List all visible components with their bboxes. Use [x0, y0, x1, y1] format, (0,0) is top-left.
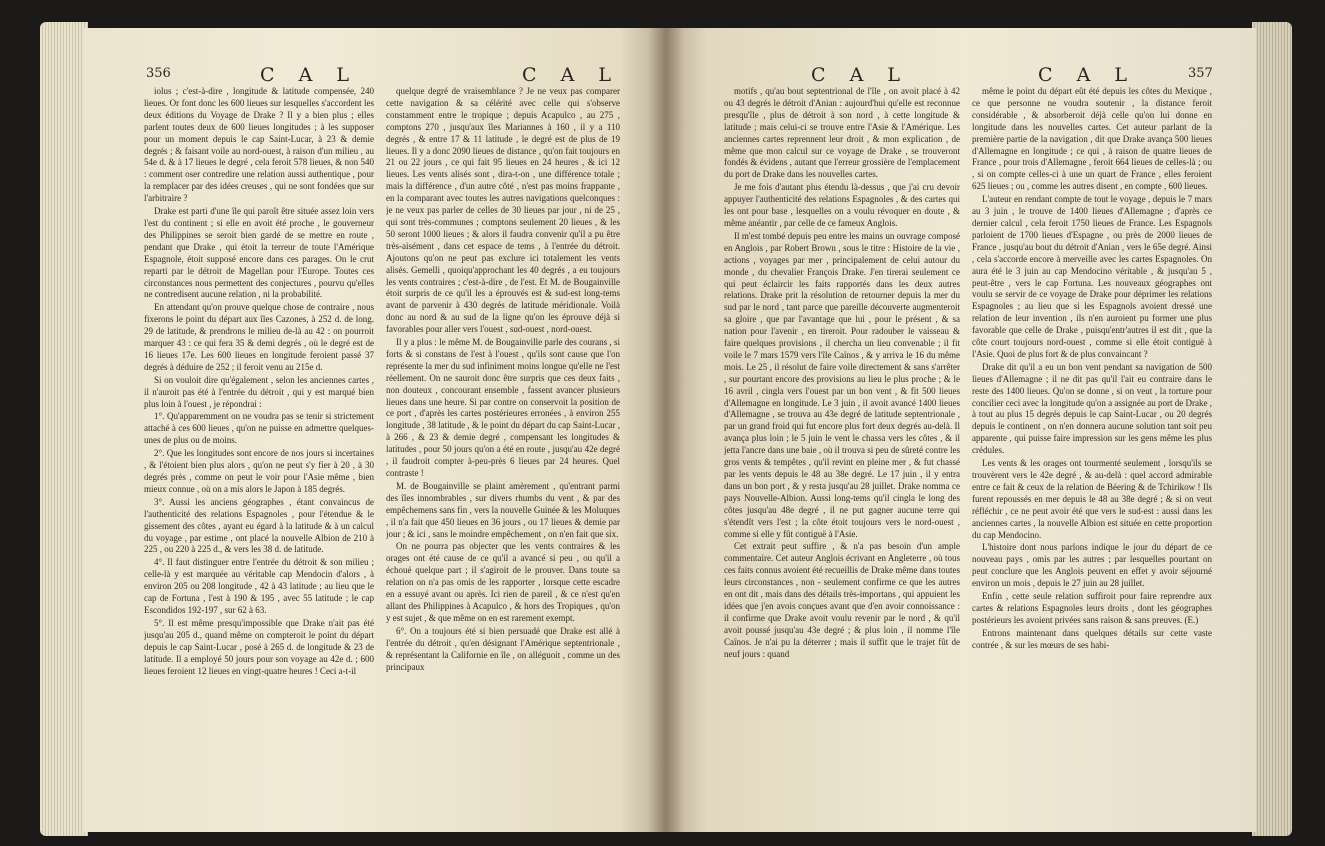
right-page-column-2: [972, 86, 1212, 786]
left-page-edges: [40, 22, 88, 836]
paragraph: Il y a plus : le même M. de Bougainville parle des courans , si forts & si constans de l'est à l'ouest , qu'ils sont cause que l'on représente la mer du sud infiniment moins longue qu'elle ne l'est réellement. On ne sauroit donc être surpris que ces deux faits , non douteux , concourant ensemble , fassent avancer plusieurs lieues dans une heure. Si par contre on conservoit la position de ce port , d'après les cartes postérieures erronées , à environ 255 longitude , 38 latitude , & le point du départ du cap Saint-Lucar , à 266 , & 23 & demie degré , compensant les longitudes & latitudes , pour 50 jours qu'on a été en route , jusqu'au 42e degré , il faudroit compter à-peu-près 6 lieues par 24 heures. Quel contraste !: [386, 337, 620, 478]
right-page-header: [666, 64, 1256, 86]
paragraph: 4°. Il faut distinguer entre l'entrée du détroit & son milieu ; celle-là y est marquée au véritable cap Mendocin d'alors , à environ 205 ou 208 longitude , 42 à 43 latitude ; au lieu que le cap de Fortuna , l'est à 190 & 195 , avec 55 latitude ; le cap Escondidos 192-197 , sur 62 à 63.: [144, 557, 374, 615]
right-page-running-title: C A L: [811, 64, 909, 86]
right-page-running-title-2: C A L: [1038, 64, 1136, 86]
right-page-number: 357: [1188, 66, 1213, 81]
paragraph: Il m'est tombé depuis peu entre les mains un ouvrage composé en Anglois , par Robert Brown , sous le titre : Histoire de la vie , actions , voyages par mer , principalement de celui autour du monde , du chevalier François Drake. J'en tirerai seulement ce qui peut éclaircir les faits rapportés dans les deux autres relations. Drake prit la résolution de retourner depuis la mer du sud par le nord , tant parce que pareille découverte augmenteroit sa gloire , que par l'avantage que lui , pour le présent , & sa nation pour l'avenir , en tireroit. Pour radouber le vaisseau & faire quelques provisions , il chercha un lieu convenable ; il fit voile le 7 mars 1579 vers l'île Caïnos , & y arriva le 16 du même mois. Le 25 , il résolut de faire voile directement & sans s'arrêter , sur pourtant encore des provisions au lieu le plus proche ; & le 16 avril , cingla vers l'ouest par un bon vent , & fit 500 lieues d'Allemagne en longitude. Le 3 juin , il avoit avancé 1400 lieues d'Allemagne , se trouva au 43e degré de latitude septentrionale , par un grand froid qui fut encore plus fort deux degrés au-delà. Il avança plus loin ; le 5 juin le vent le chassa vers les côtes , & il jetta l'ancre dans une baie , où il trouva si peu de sûreté contre les gros vents & tempêtes , qu'il revint en pleine mer , & fut chassé par les vents depuis le 48 au 38e degré. Le 17 juin , il y entra dans un bon port , & y resta jusqu'au 28 juillet. Drake nomma ce pays Nouvelle-Albion. Aussi long-tems qu'il cingla le long des côtes jusqu'au 48e degré , il ne put gagner aucune terre qui s'étendît vers l'est ; la côte étoit toujours vers le nord-ouest , comme si elle y fût contiguë à l'Asie.: [724, 230, 960, 539]
left-page-column-2: [386, 86, 620, 786]
paragraph: Cet extrait peut suffire , & n'a pas besoin d'un ample commentaire. Cet auteur Anglois écrivant en Angleterre , où tous ces faits connus avoient été recueillis de Drake même dans toutes leurs circonstances , non - seulement confirme ce que les autres en ont dit , mais dans des détails très-importans , qui appuient les idées que j'en avois conçues avant que d'en avoir connoissance : il confirme que Drake avoit voulu revenir par le nord , & qu'il avoit poussé jusqu'au 43e degré ; & plus loin , il nomme l'île Caïnos. Je n'ai pu la déterrer ; mais il suffit que le trajet fût de neuf jours : quand: [724, 541, 960, 659]
right-page-edges: [1252, 22, 1292, 836]
left-page: [84, 28, 666, 832]
paragraph: 5°. Il est même presqu'impossible que Drake n'ait pas été jusqu'au 205 d., quand même on compteroit le point du départ depuis le cap Saint-Lucar , posé à 265 d. de longitude & 23 de latitude. Il a employé 50 jours pour son voyage au 42e d. ; 600 lieues feroient 12 lieues en vingt-quatre heures ! Ceci a-t-il: [144, 617, 374, 676]
paragraph: Enfin , cette seule relation suffiroit pour faire reprendre aux cartes & relations Espagnoles leurs droits , dont les géographes postérieurs les avoient privées sans raison & sans preuves. (E.): [972, 591, 1212, 625]
paragraph: 3°. Aussi les anciens géographes , étant convaincus de l'authenticité des relations Espagnoles , pour l'étendue & le gissement des côtes , ayant eu égard à la latitude & à un calcul du voyage , par estime , ont placé la nouvelle Albion de 210 à 225 , ou 220 à 225 d., & vers les 38 d. de latitude.: [144, 496, 374, 555]
paragraph: M. de Bougainville se plaint amèrement , qu'entrant parmi des îles innombrables , sur divers rhumbs du vent , & par des empêchemens sans fin , vers la nouvelle Guinée & les Moluques , il n'a fait que 450 lieues en 36 jours , ou 17 lieues & demie par jour ; & ici , sans le moindre empêchement , on n'en fait que six.: [386, 480, 620, 539]
paragraph: Drake est parti d'une île qui paroît être située assez loin vers l'est du continent ; si elle en avoit été proche , le gouverneur des Philippines se seroit bien gardé de se mettre en route , pendant que Drake , qui étoit la terreur de toute l'Amérique Espagnole, étoit supposé encore dans ces parages. On le crut reparti par le détroit de Magellan pour l'Europe. Toutes ces circonstances nous permettent des conjectures , pourvu qu'elles ne contredisent aucune relation , ni la probabilité.: [144, 206, 374, 300]
left-page-running-title: C A L: [260, 64, 358, 86]
book-gutter: [648, 28, 684, 832]
paragraph: Je me fois d'autant plus étendu là-dessus , que j'ai cru devoir appuyer l'authenticité des relations Espagnoles , & des cartes qui les ont pour base , lesquelles on a voulu révoquer en doute , & même anéantir , par celle de ce fameux Anglois.: [724, 182, 960, 228]
paragraph: On ne pourra pas objecter que les vents contraires & les orages ont été cause de ce qu'il a avancé si peu , ou qu'il a échoué quelque part ; il s'agiroit de le prouver. Dans toute sa relation on n'a pas omis de les rapporter , lorsque cette escadre en a essuyé avant ou après. Ici rien de pareil , & ce n'est qu'en allant des Philippines à Acapulco , & hors des Tropiques , qu'on y est sujet , & que même on en est rarement exempt.: [386, 541, 620, 623]
paragraph: quelque degré de vraisemblance ? Je ne veux pas comparer cette navigation & sa célérité avec celle qui s'observe constamment entre le tropique ; depuis Acapulco , au 275 , comptons 270 , jusqu'aux îles Mariannes à 160 , il y a 110 degrés , & entre 17 & 11 latitude , le degré est de plus de 19 lieues. Il y a donc 2090 lieues de distance , qu'on fait toujours en 21 ou 22 jours , ce qui fait 95 lieues en 24 heures , & ici 12 lieues. Les vents alisés sont , dira-t-on , une différence totale ; mais la différence , d'un autre côté , n'est pas moins frappante , en la comparant avec toutes les autres navigations quelconques : je ne veux pas parler de celles de 30 lieues par jour , ni de 25 , qui sont très-communes ; comptons seulement 20 lieues , & les 50 seront 1000 lieues ; & alors il faudra convenir qu'il a pu être très-aisément , dans cet espace de tems , à l'entrée du détroit. Ajoutons qu'on ne peut pas exclure ici totalement les vents alisés. Gemelli , quoiqu'approchant les 40 degrés , a eu toujours les vents contraires ; c'est-à-dire , de l'est. Et M. de Bougainville étoit surpris de ce qu'il les a éprouvés est & sud-est long-tems avant de parvenir à 430 degrés de latitude méridionale. Voilà donc au nord & au sud de la ligne qu'on les éprouve déjà si favorables pour aller vers l'ouest , sud-ouest , nord-ouest.: [386, 86, 620, 335]
paragraph: motifs , qu'au bout septentrional de l'île , on avoit placé à 42 ou 43 degrés le détroit d'Anian : aujourd'hui qu'elle est reconnue presqu'île , plus de détroit à son nord , à cette longitude & latitude ; mais celui-ci se trouve entre l'Asie & l'Amérique. Les anciennes cartes reprennent leur droit , & mon explication , de même que mon calcul sur ce voyage de Drake , se trouveront fondés & évidens , autant que l'erreur grossière de l'emplacement du port de Drake dans les nouvelles cartes.: [724, 86, 960, 180]
paragraph: 1°. Qu'apparemment on ne voudra pas se tenir si strictement attaché à ces 600 lieues , qu'on ne puisse en admettre quelques-unes de plus ou de moins.: [144, 411, 374, 446]
left-page-column-1: [144, 86, 374, 786]
paragraph: L'histoire dont nous parlons indique le jour du départ de ce nouveau pays , omis par les autres ; par lesquelles pourtant on peut conclure que les Anglois peuvent en effet y avoir séjourné environ un mois , depuis le 27 juin au 28 juillet.: [972, 542, 1212, 589]
paragraph: même le point du départ eût été depuis les côtes du Mexique , ce que personne ne voudra soutenir , la distance feroit considérable , & absorberoit déjà celle qu'on lui donne en longitude dans les nouvelles cartes. Cet auteur parlant de la première partie de la navigation , dit que Drake avança 500 lieues d'Allemagne en longitude ; ce qui , à raison de quatre lieues de France , pour trois d'Allemagne , feroit 664 lieues de celles-là ; ou , si on compte celles-ci à une un quart de France , elles feroient 625 lieues ; ou , comme les autres disent , en compte , 600 lieues.: [972, 86, 1212, 192]
paragraph: En attendant qu'on prouve quelque chose de contraire , nous fixerons le point du départ aux îles Cazones, à 252 d. de long. 29 de latitude, & prendrons le milieu de-là au 42 : on pourroit marquer 43 : ce qui fera 35 & demi degrés , où le degré est de 16 lieues 17e. Les 600 lieues en longitude feroient passé 37 degrés à déduire de 252 ; il feroit venu au 215e d.: [144, 302, 374, 372]
paragraph: 6°. On a toujours été si bien persuadé que Drake est allé à l'entrée du détroit , qu'en désignant l'Amérique septentrionale , & représentant la Californie en île , on alléguoit , comme un des principaux: [386, 625, 620, 672]
right-page-column-1: [724, 86, 960, 786]
left-page-header: [84, 64, 666, 86]
paragraph: Drake dit qu'il a eu un bon vent pendant sa navigation de 500 lieues d'Allemagne ; il ne dit pas qu'il l'ait eu contraire dans le reste des 1400 lieues. Qu'on se donne , si on veut , la torture pour concilier ceci avec la longitude qu'on a assignée au port de Drake , à tout au plus 15 degrés depuis le cap Saint-Lucar , ou 20 degrés depuis le continent , on n'en donnera aucune solution tant soit peu apparente , qui puisse faire impression sur les gens même les plus crédules.: [972, 361, 1212, 456]
paragraph: iolus ; c'est-à-dire , longitude & latitude compensée, 240 lieues. Or font donc les 600 lieues sur lesquelles s'accordent les deux éditions du Voyage de Drake ? Il y a bien plus ; elles parlent toutes deux de 600 lieues longitudes ; à les supposer pour un moment depuis le cap Saint-Lucar, à 23 & demie degrés ; & faisant voile au nord-ouest, à raison d'un milieu , au 54e d. & à 17 lieues le degré , cela feroit 578 lieues, & non 540 : comment oser contredire une relation aussi authentique , pour la remplacer par des idées creuses , qui ne sont fondées que sur l'arbitraire ?: [144, 86, 374, 204]
paragraph: Entrons maintenant dans quelques détails sur cette vaste contrée , & sur les mœurs de ses habi-: [972, 627, 1212, 650]
paragraph: 2°. Que les longitudes sont encore de nos jours si incertaines , & l'étoient bien plus alors , qu'on ne peut s'y fier à 20 , à 30 degrés près , comme on peut le voir pour l'Asie même , bien mieux connue , où on a mis alors le Japon à 185 degrés.: [144, 448, 374, 494]
paragraph: Si on vouloit dire qu'également , selon les anciennes cartes , il n'auroit pas été à l'entrée du détroit , qui y est marqué bien plus loin à l'ouest , je répondrai :: [144, 374, 374, 409]
left-page-running-title-2: C A L: [522, 64, 620, 86]
paragraph: Les vents & les orages ont tourmenté seulement , lorsqu'ils se trouvèrent vers le 42e degré , & au-delà : quel accord admirable entre ce fait & ceux de la relation de Béering & de Tchirikow ! Ils furent repoussés en mer depuis le 48 au 38e degré ; & si on veut réfléchir , ce ne peut avoir été que vers le sud-est : aussi dans les anciennes cartes , la nouvelle Albion est située en cette proportion du cap Mendocino.: [972, 458, 1212, 540]
paragraph: L'auteur en rendant compte de tout le voyage , depuis le 7 mars au 3 juin , le trouve de 1400 lieues d'Allemagne ; d'après ce dernier calcul , cela feroit 1750 lieues de France. Les Espagnols parloient de 1700 lieues d'Espagne , ou près de 2000 lieues de France , jusqu'au bout du détroit d'Anian , vers le 65e degré. Ainsi , cela s'accorde encore à merveille avec les cartes Espagnoles. On aura été le 3 juin au cap Mendocino véritable , & jusqu'au 5 , peut-être , vers le cap Fortuna. Les nouveaux géographes ont voulu se servir de ce voyage de Drake pour déprimer les relations Espagnoles ; au lieu que si les Espagnols avoient dressé une relation de leur invention , ils n'en auroient pu former une plus favorable que celle de Drake , puisqu'entr'autres il est dit , que la côte court toujours nord-ouest , comme si elle étoit contiguë à l'Asie. Quoi de plus fort & de plus convaincant ?: [972, 194, 1212, 359]
left-page-number: 356: [146, 66, 171, 81]
right-page: [666, 28, 1256, 832]
